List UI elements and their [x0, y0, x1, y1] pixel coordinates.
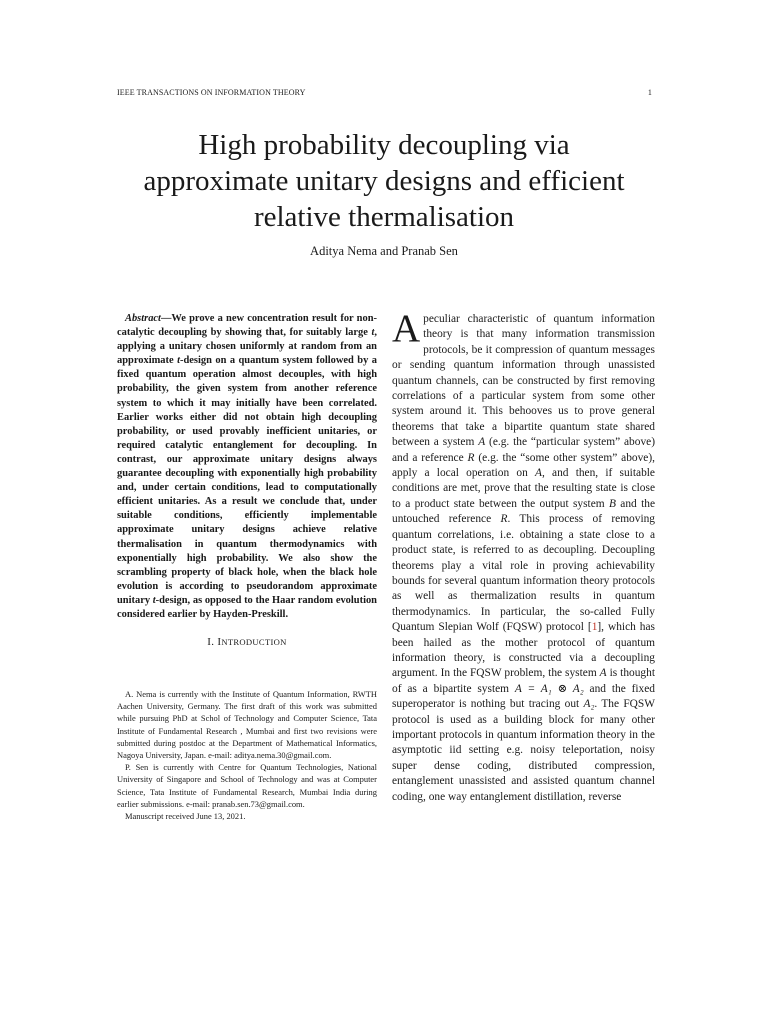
journal-name: IEEE TRANSACTIONS ON INFORMATION THEORY	[117, 88, 306, 97]
paper-title	[100, 127, 668, 235]
body-text: , and then, if suitable conditions are met, prove that the resulting state is close to a product state between the output system	[392, 467, 655, 510]
math-symbol: t	[177, 355, 180, 367]
body-text: is thought of as a bipartite system	[392, 667, 655, 695]
abstract-text: -design on a quantum system followed by a fixed quantum operation almost decouples, with high probability, the given system from another reference system to which it may initially have been correlated. Earlier works either did not obtain high decoupling probability, or used provably inefficient unitaries, or required catalytic entanglement for decoupling. In contrast, our approximate unitary designs always guarantee decoupling with exponentially high probability and, under certain conditions, lead to computationally efficient unitaries. As a result we conclude that, under suitable conditions, efficiently implementable approximate unitary designs achieve relative thermalisation in quantum thermodynamics with exponentially high probability. We also show the scrambling property of black hole, when the black hole evolution is according to pseudorandom approximate unitary	[117, 355, 377, 606]
author-list: Aditya Nema and Pranab Sen	[310, 244, 458, 258]
abstract-text: -design, as opposed to the Haar random evolution considered earlier by Hayden-Preskill.	[117, 594, 377, 620]
body-text: and the fixed superoperator is nothing but tracing out	[392, 682, 655, 711]
abstract	[117, 312, 377, 622]
abstract-label: Abstract	[125, 313, 161, 324]
title-line: High probability decoupling via	[198, 129, 570, 161]
body-text: peculiar characteristic of quantum information theory is that many information transmission protocols, be it compression of quantum messages or sending quantum information through unassisted quantum channels, can be constructed by first removing correlations of a particular system from some other system around it. This behooves us to prove general theorems that take a bipartite quantum state shared between a system	[392, 313, 655, 449]
abstract-text: We prove a new concentration result for non-catalytic decoupling by showing that, for suitably large	[117, 313, 377, 339]
math-symbol: A	[599, 667, 607, 680]
body-text: (e.g. the “some other system” above), apply a local operation on	[392, 451, 655, 480]
title-line: relative thermalisation	[253, 201, 515, 233]
math-symbol: R	[500, 513, 508, 526]
math-symbol: R	[467, 451, 475, 464]
section-rest: NTRODUCTION	[221, 637, 287, 647]
math-symbol: A	[535, 467, 542, 480]
body-text: (e.g. the “particular system” above) and a reference	[392, 436, 655, 464]
footnote: Manuscript received June 13, 2021.	[125, 811, 246, 822]
section-heading	[117, 636, 377, 648]
body-text: ], which has been hailed as the mother protocol of quantum information theory, is constructed via a decoupling argument. In the FQSW problem, the system	[392, 621, 655, 680]
math-symbol: t	[371, 327, 375, 339]
footnotes	[117, 688, 377, 822]
abstract-text: , applying a unitary chosen uniformly at random from an approximate	[117, 327, 377, 367]
section-initial: I	[217, 636, 222, 648]
math-equation: A = A₁ ⊗ A₂	[514, 682, 584, 695]
page-number: 1	[647, 88, 652, 97]
drop-cap: A	[392, 307, 421, 350]
running-header	[117, 88, 655, 100]
section-numeral: I.	[207, 636, 218, 648]
math-symbol: t	[152, 594, 156, 606]
abstract-dash: —	[160, 313, 172, 324]
math-symbol: A₂	[583, 698, 595, 711]
footnote: A. Nema is currently with the Institute of Quantum Information, RWTH Aachen University, Germany. The first draft of this work was submitted while pursuing PhD at Schol of Technology and Computer Science, Tata Institute of Fundamental Research , Mumbai and first two revisions were submitted during postdoc at the Department of Mathematical Informatics, Nagoya University, Japan. e-mail: aditya.nema.30@gmail.com.	[117, 689, 377, 761]
citation-link[interactable]: 1	[591, 621, 598, 634]
math-symbol: B	[608, 497, 616, 510]
introduction-paragraph	[392, 307, 656, 805]
title-line: approximate unitary designs and efficient	[143, 165, 625, 197]
math-symbol: A	[478, 436, 486, 449]
body-text: and the untouched reference	[392, 497, 656, 526]
body-text: . The FQSW protocol is used as a building block for many other important protocols in quantum information theory in the asymptotic iid setting e.g. noisy teleportation, noisy super dense coding, distributed compression, entanglement unassisted and assisted quantum channel coding, one way entanglement distillation, reverse	[392, 698, 655, 803]
body-text: . This process of removing quantum correlations, i.e. obtaining a state close to a product state, is referred to as decoupling. Decoupling theorems play a vital role in proving achievability bounds for several quantum information theory protocols as well as thermalization results in quantum thermodynamics. In particular, the so-called Fully Quantum Slepian Wolf (FQSW) protocol [	[392, 513, 655, 634]
footnote: P. Sen is currently with Centre for Quantum Technologies, National University of Singapore and School of Technology and was at Computer Science, Tata Institute of Fundamental Research, Mumbai India during earlier submissions. e-mail: pranab.sen.73@gmail.com.	[117, 762, 377, 809]
